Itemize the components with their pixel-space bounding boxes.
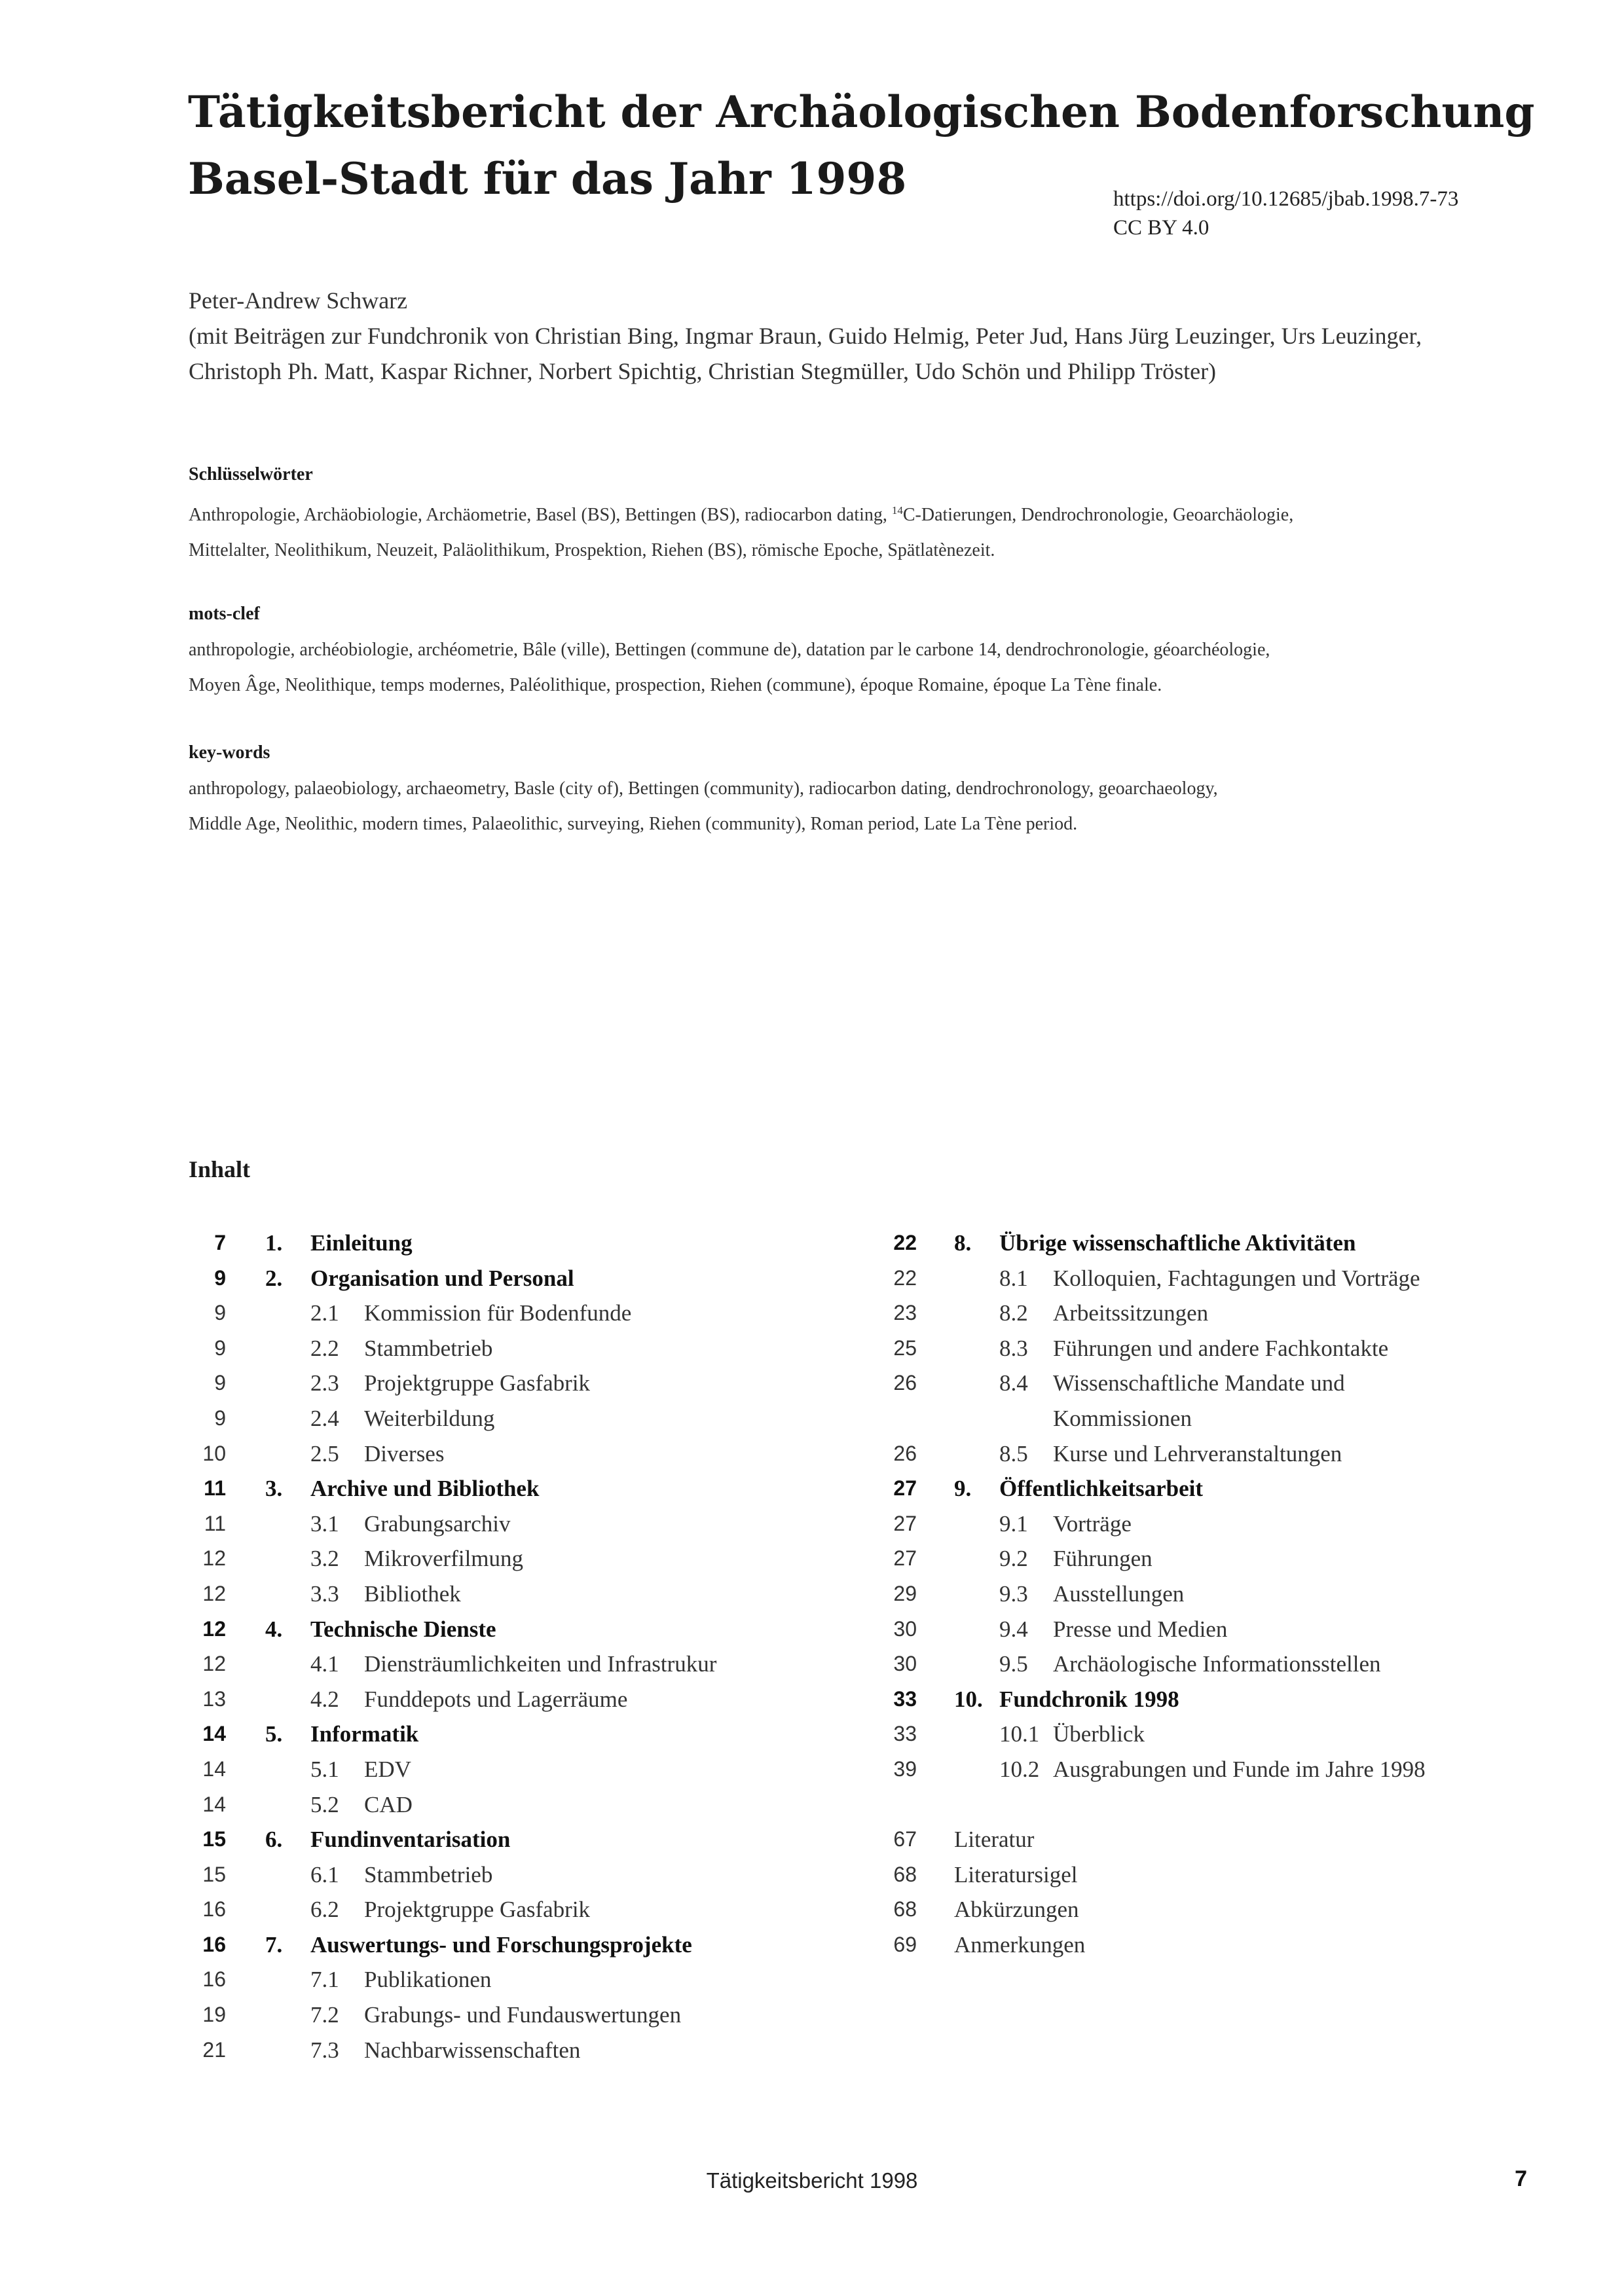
toc-entry[interactable]: [0, 1576, 819, 1612]
toc-section-title: Organisation und Personal: [310, 1265, 574, 1291]
toc-left-column: [0, 1226, 819, 2068]
keywords-de: [189, 462, 1551, 568]
toc-section-title: Ausgrabungen und Funde im Jahre 1998: [1053, 1756, 1426, 1782]
toc-section-title: Kolloquien, Fachtagungen und Vorträge: [1053, 1265, 1420, 1291]
toc-section-number: 2.1: [310, 1300, 339, 1326]
toc-section-number: 7.1: [310, 1967, 339, 1993]
toc-section-title: Projektgruppe Gasfabrik: [364, 1370, 591, 1396]
toc-section-number: 10.1: [999, 1721, 1040, 1747]
toc-section-number: 6.2: [310, 1897, 339, 1923]
toc-entry[interactable]: [0, 1717, 819, 1752]
title-line-2: Basel-Stadt für das Jahr 1998: [188, 153, 907, 204]
toc-entry[interactable]: [0, 1401, 819, 1436]
toc-entry[interactable]: [0, 1997, 819, 2033]
toc-page-number: 14: [202, 1792, 226, 1816]
toc-entry[interactable]: [0, 1366, 819, 1401]
contributors-line-2: Christoph Ph. Matt, Kaspar Richner, Norbert Spichtig, Christian Stegmüller, Udo Schön und Philipp Tröster): [189, 358, 1217, 384]
toc-page-number: 26: [893, 1441, 917, 1465]
toc-section-title: Stammbetrieb: [364, 1861, 493, 1887]
toc-section-title: Informatik: [310, 1721, 419, 1747]
toc-page-number: 15: [202, 1827, 226, 1851]
toc-section-number: 2.3: [310, 1370, 339, 1396]
toc-page-number: 27: [893, 1511, 917, 1535]
toc-page-number: 10: [202, 1441, 226, 1465]
toc-section-title: Grabungsarchiv: [364, 1510, 511, 1537]
toc-entry[interactable]: [819, 1717, 1604, 1752]
toc-entry[interactable]: [0, 1471, 819, 1506]
toc-page-number: 14: [202, 1722, 226, 1746]
toc-entry[interactable]: [0, 1541, 819, 1576]
toc-page-number: 23: [893, 1301, 917, 1325]
toc-entry[interactable]: [819, 1647, 1604, 1682]
toc-section-number: 3.2: [310, 1546, 339, 1572]
toc-entry[interactable]: [0, 1857, 819, 1893]
toc-section-title: Grabungs- und Fundauswertungen: [364, 2002, 682, 2028]
keywords-en-text: [189, 771, 1551, 842]
toc-section-title: Überblick: [1053, 1721, 1145, 1747]
toc-section-number: 9.2: [999, 1546, 1028, 1572]
toc-section-title: Übrige wissenschaftliche Aktivitäten: [999, 1230, 1356, 1256]
keywords-de-heading: Schlüsselwörter: [189, 464, 313, 484]
toc-section-number: 4.2: [310, 1686, 339, 1712]
keywords-fr-heading: mots-clef: [189, 604, 260, 624]
toc-page-number: 22: [893, 1231, 917, 1254]
toc-entry[interactable]: [819, 1401, 1604, 1436]
toc-page-number: 67: [893, 1827, 917, 1851]
toc-entry[interactable]: [819, 1471, 1604, 1506]
toc-section-number: 2.4: [310, 1405, 339, 1431]
superscript-14: 14: [891, 504, 903, 517]
toc-section-title: Einleitung: [310, 1230, 413, 1256]
toc-section-title: Arbeitssitzungen: [1053, 1300, 1209, 1326]
keywords-de-line-1-a: Anthropologie, Archäobiologie, Archäometrie, Basel (BS), Bettingen (BS), radiocarbon dating,: [189, 505, 892, 525]
keywords-fr: [189, 601, 1551, 703]
toc-page-number: 68: [893, 1862, 917, 1886]
toc-section-number: 8.4: [999, 1370, 1028, 1396]
toc-section-title: Archäologische Informationsstellen: [1053, 1651, 1381, 1677]
toc-entry[interactable]: [0, 1892, 819, 1927]
toc-section-title: Literatur: [954, 1827, 1035, 1853]
toc-section-number: 2.2: [310, 1335, 339, 1361]
toc-section-number: 8.5: [999, 1440, 1028, 1467]
toc-section-title: Publikationen: [364, 1967, 492, 1993]
keywords-fr-text: [189, 632, 1551, 703]
toc-entry[interactable]: [819, 1927, 1604, 1963]
toc-entry[interactable]: [819, 1822, 1604, 1857]
toc-section-title: Bibliothek: [364, 1580, 461, 1607]
toc-section-title: Archive und Bibliothek: [310, 1476, 540, 1502]
toc-entry[interactable]: [0, 1436, 819, 1472]
license-label: CC BY 4.0: [1113, 216, 1209, 240]
toc-section-number: 3.1: [310, 1510, 339, 1537]
keywords-fr-line-2: Moyen Âge, Neolithique, temps modernes, Paléolithique, prospection, Riehen (commune), époque Romaine, époque La Tène finale.: [189, 675, 1162, 695]
toc-entry[interactable]: [819, 1576, 1604, 1612]
toc-page-number: 25: [893, 1336, 917, 1360]
toc-entry[interactable]: [0, 1822, 819, 1857]
toc-page-number: 69: [893, 1932, 917, 1956]
toc-section-number: 9.: [954, 1476, 972, 1502]
toc-page-number: 16: [202, 1897, 226, 1922]
toc-page-number: 12: [202, 1546, 226, 1571]
toc-entry[interactable]: [0, 1787, 819, 1823]
toc-section-title: Auswertungs- und Forschungsprojekte: [310, 1931, 692, 1958]
toc-entry[interactable]: [819, 1296, 1604, 1331]
toc-section-number: 8.1: [999, 1265, 1028, 1291]
contributors-line-1: (mit Beiträgen zur Fundchronik von Christian Bing, Ingmar Braun, Guido Helmig, Peter Jud, Hans Jürg Leuzinger, Urs Leuzinger,: [189, 323, 1422, 349]
toc-entry[interactable]: [0, 1962, 819, 1997]
toc-section-title: Presse und Medien: [1053, 1616, 1228, 1642]
toc-section-number: 4.1: [310, 1651, 339, 1677]
toc-section-title: Öffentlichkeitsarbeit: [999, 1476, 1204, 1502]
toc-section-number: 1.: [265, 1230, 283, 1256]
toc-section-number: 3.: [265, 1476, 283, 1502]
toc-entry[interactable]: [0, 1331, 819, 1366]
toc-section-title: Ausstellungen: [1053, 1580, 1185, 1607]
toc-entry[interactable]: [819, 1506, 1604, 1542]
toc-section-number: 9.1: [999, 1510, 1028, 1537]
toc-entry[interactable]: [0, 1261, 819, 1296]
toc-section-title: EDV: [364, 1756, 411, 1782]
toc-entry[interactable]: [0, 1296, 819, 1331]
toc-section-number: 8.2: [999, 1300, 1028, 1326]
keywords-en-heading: key-words: [189, 742, 270, 763]
keywords-de-line-1-b: C-Datierungen, Dendrochronologie, Geoarchäologie,: [902, 505, 1294, 525]
toc-page-number: 33: [893, 1722, 917, 1746]
toc-page-number: 21: [202, 2037, 226, 2062]
toc-page-number: 12: [202, 1616, 226, 1641]
page-number: 7: [1515, 2166, 1527, 2191]
toc-page-number: 68: [893, 1897, 917, 1922]
toc-section-number: 7.: [265, 1931, 283, 1958]
toc-section-title: Nachbarwissenschaften: [364, 2037, 581, 2063]
toc-section-number: 9.5: [999, 1651, 1028, 1677]
authors-block: [189, 283, 1544, 389]
toc-page-number: 27: [893, 1476, 917, 1501]
toc-section-title: Vorträge: [1053, 1510, 1132, 1537]
toc-page-number: 9: [214, 1406, 226, 1430]
toc-page-number: 12: [202, 1581, 226, 1605]
toc-entry[interactable]: [819, 1682, 1604, 1717]
keywords-de-text: [189, 493, 1551, 568]
toc-entry[interactable]: [819, 1331, 1604, 1366]
toc-entry[interactable]: [0, 1612, 819, 1647]
toc-entry[interactable]: [819, 1261, 1604, 1296]
toc-page-number: 9: [214, 1336, 226, 1360]
toc-section-title: Mikroverfilmung: [364, 1546, 524, 1572]
doi-link[interactable]: https://doi.org/10.12685/jbab.1998.7-73: [1113, 187, 1459, 211]
toc-section-number: 2.: [265, 1265, 283, 1291]
toc-section-title: Literatursigel: [954, 1861, 1078, 1887]
toc-page-number: 27: [893, 1546, 917, 1571]
toc-page-number: 19: [202, 2003, 226, 2027]
toc-entry[interactable]: [0, 1927, 819, 1963]
toc-section-number: 10.2: [999, 1756, 1040, 1782]
toc-section-title: Anmerkungen: [954, 1931, 1086, 1958]
toc-section-number: 9.4: [999, 1616, 1028, 1642]
toc-section-number: 8.3: [999, 1335, 1028, 1361]
toc-page-number: 12: [202, 1652, 226, 1676]
toc-section-title: Abkürzungen: [954, 1897, 1079, 1923]
toc-entry[interactable]: [819, 1612, 1604, 1647]
toc-page-number: 11: [204, 1476, 226, 1501]
toc-section-title: CAD: [364, 1791, 413, 1817]
toc-section-title: Fundinventarisation: [310, 1827, 511, 1853]
toc-entry[interactable]: [0, 1682, 819, 1717]
toc-section-number: 7.3: [310, 2037, 339, 2063]
toc-section-title: Diensträumlichkeiten und Infrastrukur: [364, 1651, 717, 1677]
toc-section-number: 3.3: [310, 1580, 339, 1607]
toc-section-title: Führungen: [1053, 1546, 1153, 1572]
toc-section-number: 10.: [954, 1686, 983, 1712]
running-footer: Tätigkeitsbericht 1998: [706, 2168, 918, 2193]
doi-block: [1113, 185, 1458, 242]
toc-entry[interactable]: [0, 2033, 819, 2068]
toc-page-number: 39: [893, 1757, 917, 1781]
toc-section-title: Technische Dienste: [310, 1616, 496, 1642]
toc-entry[interactable]: [0, 1226, 819, 1261]
toc-page-number: 30: [893, 1652, 917, 1676]
keywords-en-line-2: Middle Age, Neolithic, modern times, Palaeolithic, surveying, Riehen (community), Roman period, Late La Tène period.: [189, 814, 1078, 834]
toc-page-number: 11: [204, 1511, 226, 1535]
toc-page-number: 22: [893, 1266, 917, 1290]
toc-section-title: Fundchronik 1998: [999, 1686, 1179, 1712]
toc-page-number: 9: [214, 1301, 226, 1325]
main-author: Peter-Andrew Schwarz: [189, 287, 408, 314]
toc-section-title: Wissenschaftliche Mandate und: [1053, 1370, 1345, 1396]
toc-page-number: 9: [214, 1266, 226, 1290]
toc-gap: [819, 1787, 1604, 1823]
toc-entry[interactable]: [819, 1857, 1604, 1893]
toc-section-number: 6.1: [310, 1861, 339, 1887]
toc-section-title: Kommission für Bodenfunde: [364, 1300, 632, 1326]
keywords-de-line-1: [189, 493, 1551, 533]
toc-page-number: 29: [893, 1581, 917, 1605]
toc-entry[interactable]: [819, 1226, 1604, 1261]
toc-section-title: Kommissionen: [1053, 1405, 1192, 1431]
toc-section-number: 5.1: [310, 1756, 339, 1782]
toc-page-number: 16: [202, 1967, 226, 1992]
toc-section-number: 2.5: [310, 1440, 339, 1467]
toc-section-title: Funddepots und Lagerräume: [364, 1686, 628, 1712]
toc-section-title: Stammbetrieb: [364, 1335, 493, 1361]
toc-entry[interactable]: [0, 1752, 819, 1787]
toc-section-number: 5.: [265, 1721, 283, 1747]
toc-page-number: 13: [202, 1686, 226, 1711]
toc-page-number: 9: [214, 1371, 226, 1395]
toc-page-number: 14: [202, 1757, 226, 1781]
toc-page-number: 30: [893, 1616, 917, 1641]
toc-page-number: 16: [202, 1932, 226, 1956]
toc-entry[interactable]: [0, 1647, 819, 1682]
toc-section-title: Projektgruppe Gasfabrik: [364, 1897, 591, 1923]
toc-page-number: 15: [202, 1862, 226, 1886]
toc-entry[interactable]: [819, 1366, 1604, 1401]
toc-entry[interactable]: [819, 1892, 1604, 1927]
toc-right-column: [819, 1226, 1604, 1962]
toc-section-title: Führungen und andere Fachkontakte: [1053, 1335, 1389, 1361]
toc-section-title: Diverses: [364, 1440, 445, 1467]
keywords-en: [189, 740, 1551, 842]
toc-page-number: 26: [893, 1371, 917, 1395]
title-line-1: Tätigkeitsbericht der Archäologischen Bodenforschung: [188, 86, 1535, 137]
toc-section-number: 5.2: [310, 1791, 339, 1817]
toc-entry[interactable]: [819, 1436, 1604, 1472]
toc-heading: Inhalt: [189, 1156, 251, 1182]
toc-page-number: 7: [214, 1231, 226, 1254]
keywords-de-line-2: Mittelalter, Neolithikum, Neuzeit, Paläolithikum, Prospektion, Riehen (BS), römische Epoche, Spätlatènezeit.: [189, 540, 995, 560]
toc-section-number: 9.3: [999, 1580, 1028, 1607]
toc-section-number: 7.2: [310, 2002, 339, 2028]
toc-entry[interactable]: [0, 1506, 819, 1542]
toc-section-title: Weiterbildung: [364, 1405, 495, 1431]
toc-section-title: Kurse und Lehrveranstaltungen: [1053, 1440, 1342, 1467]
keywords-fr-line-1: anthropologie, archéobiologie, archéometrie, Bâle (ville), Bettingen (commune de), datation par le carbone 14, dendrochronologie, géoarchéologie,: [189, 640, 1270, 660]
toc-entry[interactable]: [819, 1752, 1604, 1787]
toc-section-number: 4.: [265, 1616, 283, 1642]
toc-page-number: 33: [893, 1686, 917, 1711]
toc-section-number: 6.: [265, 1827, 283, 1853]
toc-entry[interactable]: [819, 1541, 1604, 1576]
toc-section-number: 8.: [954, 1230, 972, 1256]
keywords-en-line-1: anthropology, palaeobiology, archaeometry, Basle (city of), Bettingen (community), radiocarbon dating, dendrochronology, geoarchaeology,: [189, 778, 1218, 799]
